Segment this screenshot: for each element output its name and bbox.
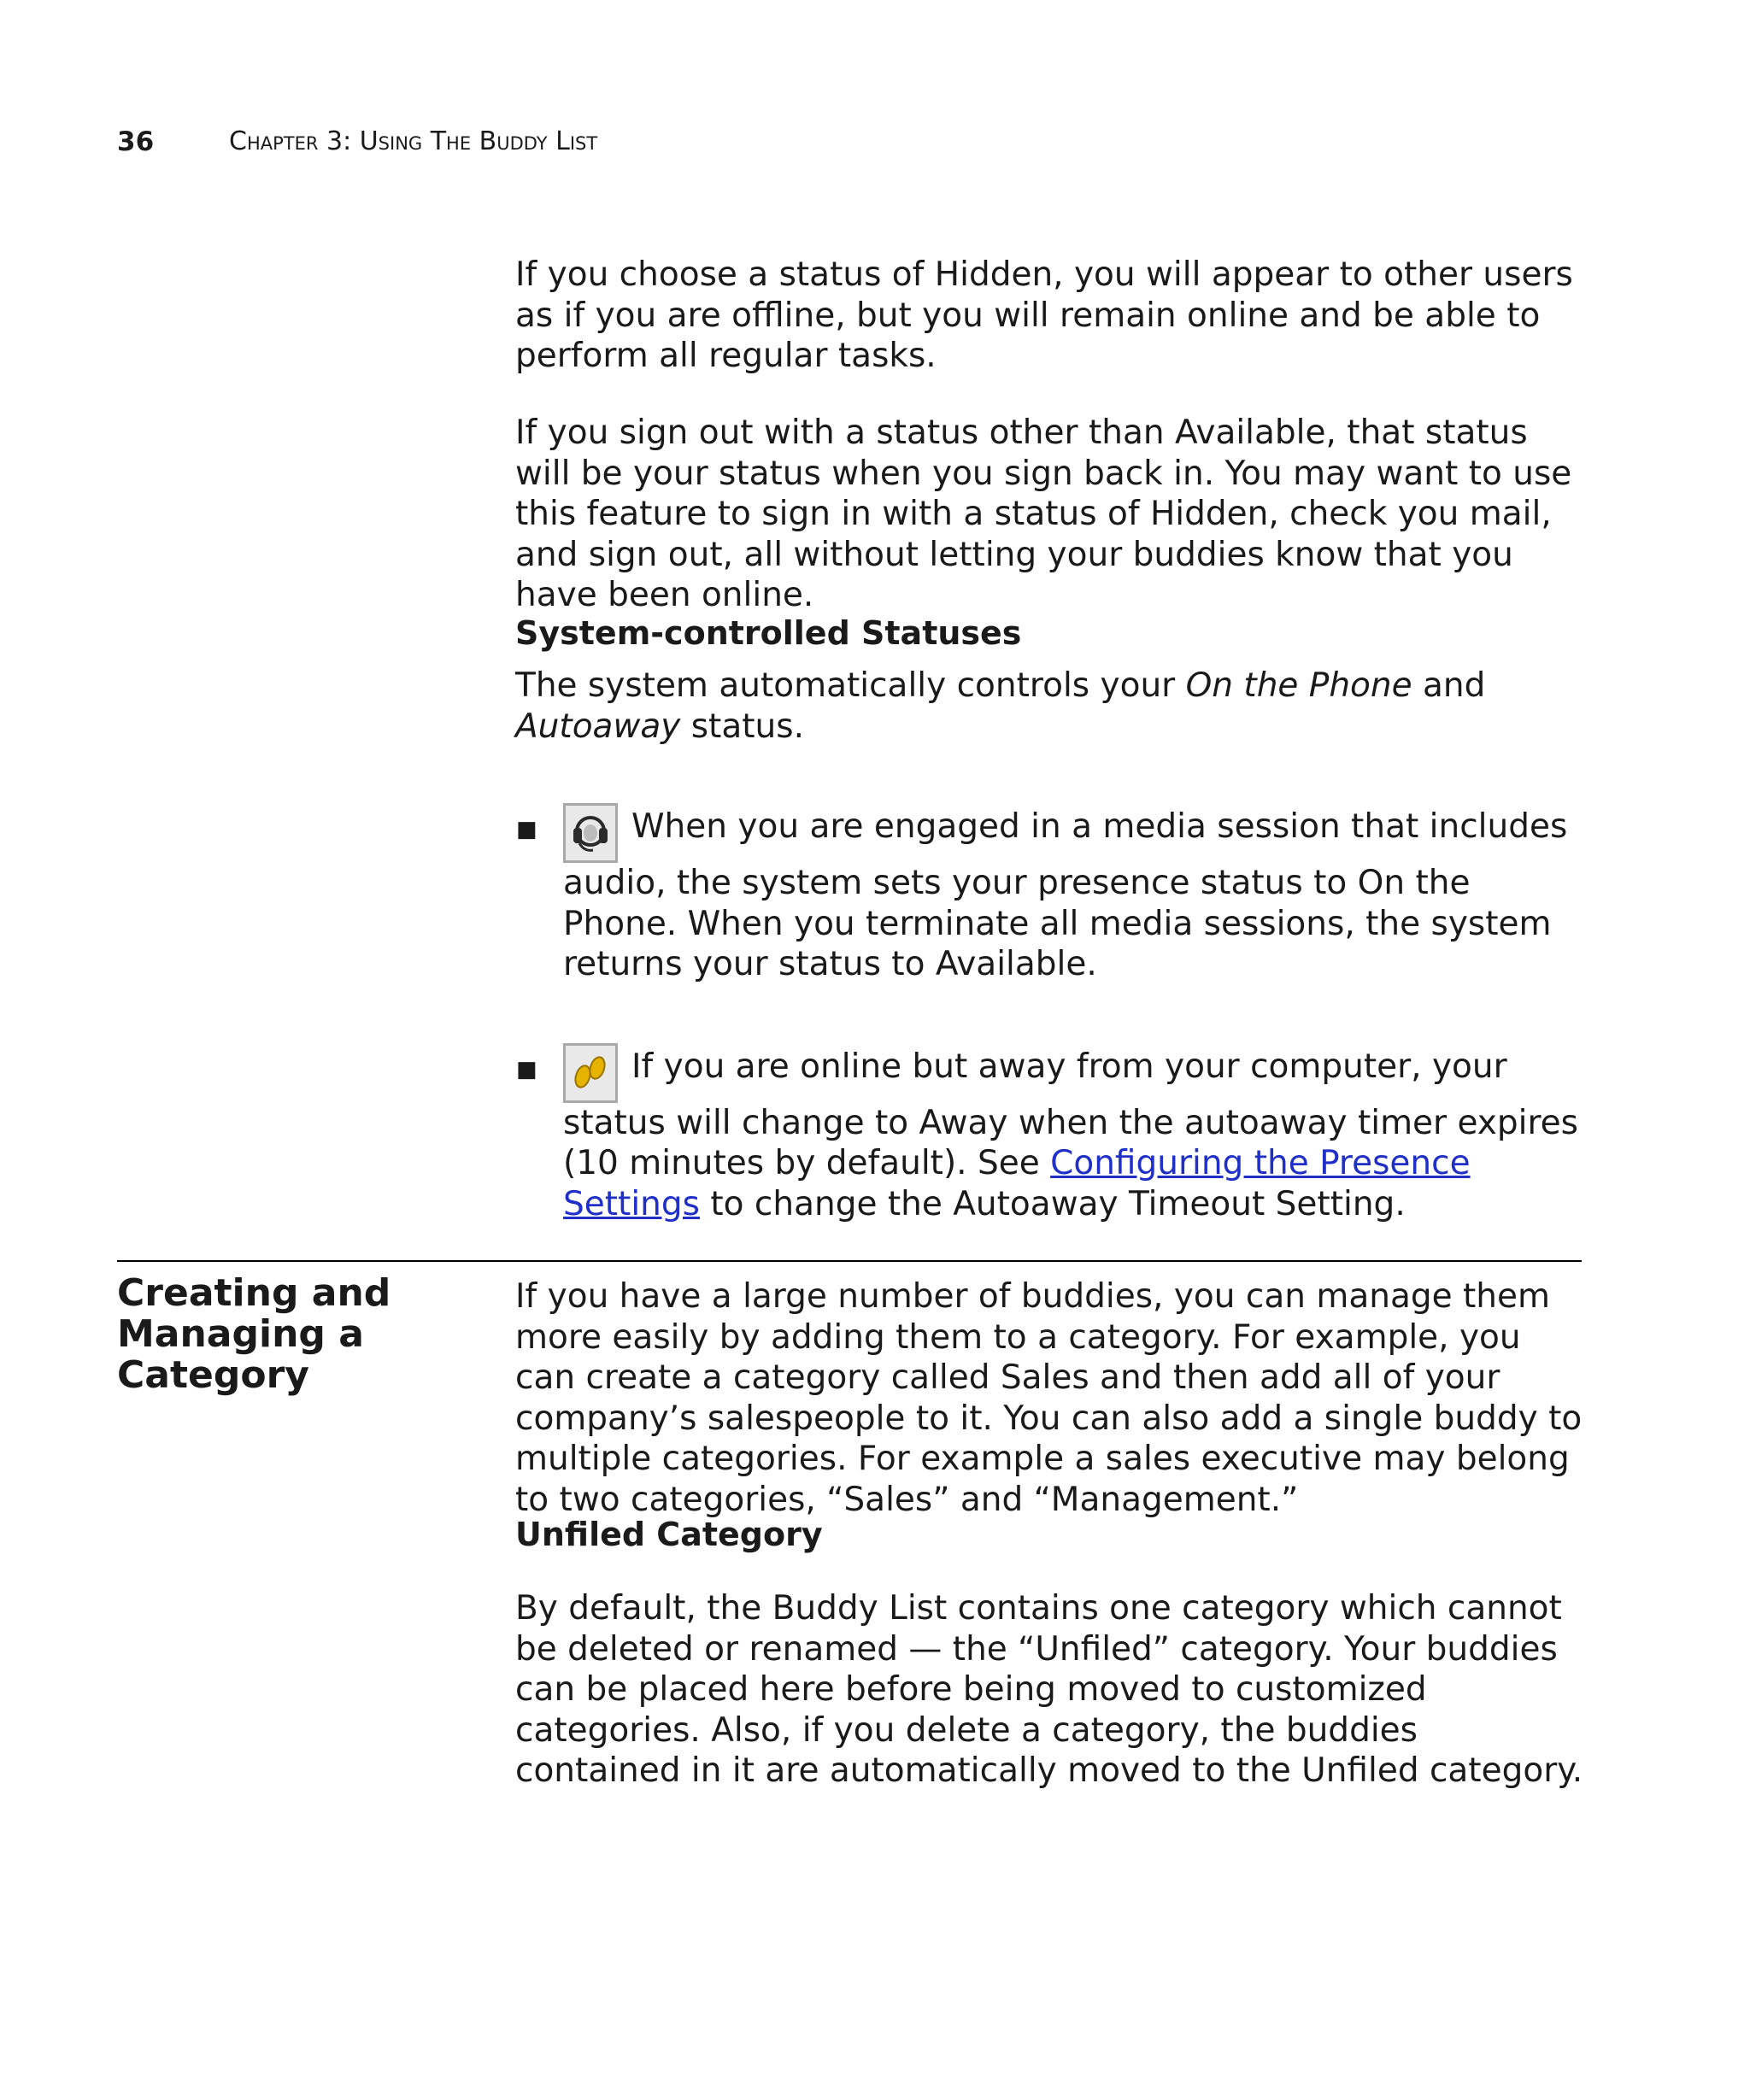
bullet-autoaway: ■ If you are online but away from your computer, your status will change to Away when the autoaway timer expires (10 minutes by default). See Configuring the Presence Settings to change the Autoaway Timeout Setting. bbox=[515, 1043, 1583, 1225]
paragraph-category-intro: If you have a large number of buddies, you can manage them more easily by adding them to a category. For example, you can create a category called Sales and then add all of your company’s salespeople to it. You can also add a single buddy to multiple categories. For example a sales executive may belong to two categories, “Sales” and “Management.” bbox=[515, 1277, 1583, 1519]
paragraph-system-intro: The system automatically controls your On the Phone and Autoaway status. bbox=[515, 666, 1486, 746]
paragraph-unfiled: By default, the Buddy List contains one category which cannot be deleted or renamed — the “Unfiled” category. Your buddies can be placed here before being moved to customized categories. Also, if you delete a category, the buddies contained in it are automatically moved to the Unfiled category. bbox=[515, 1589, 1583, 1790]
paragraph-signout-status: If you sign out with a status other than Available, that status will be your status when you sign back in. You may want to use this feature to sign in with a status of Hidden, check you mail, and sign out, all without letting your buddies know that you have been online. bbox=[515, 414, 1572, 614]
configuring-presence-settings-link[interactable]: Configuring the Presence Settings bbox=[563, 1144, 1471, 1223]
bullet-square-icon: ■ bbox=[516, 1056, 537, 1082]
bullet-square-icon: ■ bbox=[516, 817, 537, 842]
running-head: Chapter 3: Using The Buddy List bbox=[229, 126, 598, 156]
subheading-unfiled-category: Unfiled Category bbox=[515, 1516, 823, 1553]
paragraph-hidden-status: If you choose a status of Hidden, you will appear to other users as if you are offline, but you will remain online and be able to perform all regular tasks. bbox=[515, 255, 1573, 375]
subheading-system-controlled: System-controlled Statuses bbox=[515, 614, 1022, 652]
term-autoaway: Autoaway bbox=[515, 707, 681, 746]
headset-icon bbox=[563, 803, 618, 863]
bullet-on-the-phone: ■ When you are engaged in a media session that includes audio, the system sets your presence status to On the Phone. When you terminate all media sessions, the system returns your status to Available. bbox=[515, 803, 1583, 985]
footprints-icon bbox=[563, 1043, 618, 1103]
section-divider bbox=[117, 1260, 1582, 1262]
page-number: 36 bbox=[117, 126, 155, 157]
status-bullet-list bbox=[515, 803, 1583, 1224]
term-on-the-phone: On the Phone bbox=[1185, 666, 1412, 705]
section-heading-creating-category: Creating and Managing a Category bbox=[117, 1271, 391, 1397]
